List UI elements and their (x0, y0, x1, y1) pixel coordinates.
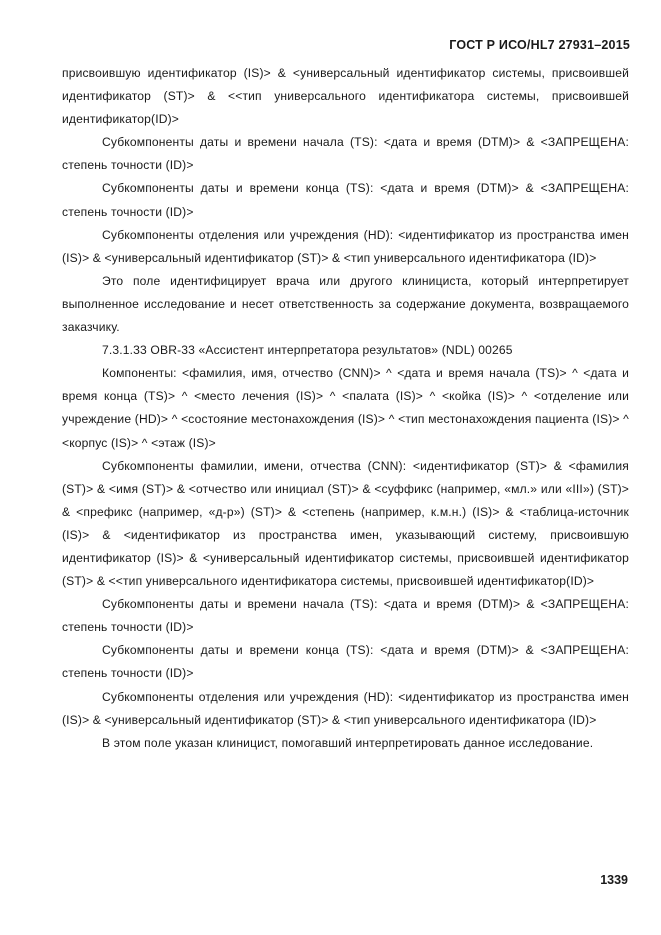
document-header: ГОСТ Р ИСО/HL7 27931–2015 (449, 38, 630, 52)
paragraph: Субкомпоненты фамилии, имени, отчества (CNN): <идентификатор (ST)> & <фамилия (ST)> & <имя (ST)> & <отчество или инициал (ST)> & <суффикс (например, «мл.» или «III») (ST)> & <префикс (например, «д-р») (ST)> & <степень (например, к.м.н.) (IS)> & <таблица-источник (IS)> & <идентификатор из пространства имен, указывающий систему, присвоившую идентификатор (IS)> & <универсальный идентификатор системы, присвоившей идентификатор (ST)> & <<тип универсального идентификатора системы, присвоившей идентификатор(ID)> (62, 458, 629, 589)
document-body (62, 62, 629, 755)
paragraph: Субкомпоненты даты и времени конца (TS): <дата и время (DTM)> & <ЗАПРЕЩЕНА: степень точности (ID)> (62, 643, 629, 681)
paragraph: Субкомпоненты даты и времени начала (TS): <дата и время (DTM)> & <ЗАПРЕЩЕНА: степень точности (ID)> (62, 135, 629, 173)
paragraph: Субкомпоненты даты и времени конца (TS): <дата и время (DTM)> & <ЗАПРЕЩЕНА: степень точности (ID)> (62, 181, 629, 219)
paragraph: Это поле идентифицирует врача или другого клинициста, который интерпретирует выполненное исследование и несет ответственность за содержание документа, возвращаемого заказчику. (62, 273, 629, 335)
paragraph: присвоившую идентификатор (IS)> & <универсальный идентификатор системы, присвоившей идентификатор (ST)> & <<тип универсального идентификатора системы, присвоившей идентификатор(ID)> (62, 66, 629, 127)
paragraph: Компоненты: <фамилия, имя, отчество (CNN)> ^ <дата и время начала (TS)> ^ <дата и время конца (TS)> ^ <место лечения (IS)> ^ <палата (IS)> ^ <койка (IS)> ^ <отделение или учреждение (HD)> ^ <состояние местонахождения (IS)> ^ <тип местонахождения пациента (IS)> ^ <корпус (IS)> ^ <этаж (IS)> (62, 366, 629, 450)
paragraph: Субкомпоненты даты и времени начала (TS): <дата и время (DTM)> & <ЗАПРЕЩЕНА: степень точности (ID)> (62, 597, 629, 635)
paragraph: Субкомпоненты отделения или учреждения (HD): <идентификатор из пространства имен (IS)> & <универсальный идентификатор (ST)> & <тип универсального идентификатора (ID)> (62, 689, 629, 727)
paragraph: В этом поле указан клиницист, помогавший интерпретировать данное исследование. (102, 735, 594, 750)
section-heading: 7.3.1.33 OBR-33 «Ассистент интерпретатора результатов» (NDL) 00265 (102, 343, 513, 358)
page-number: 1339 (600, 873, 628, 887)
paragraph: Субкомпоненты отделения или учреждения (HD): <идентификатор из пространства имен (IS)> & <универсальный идентификатор (ST)> & <тип универсального идентификатора (ID)> (62, 227, 629, 265)
